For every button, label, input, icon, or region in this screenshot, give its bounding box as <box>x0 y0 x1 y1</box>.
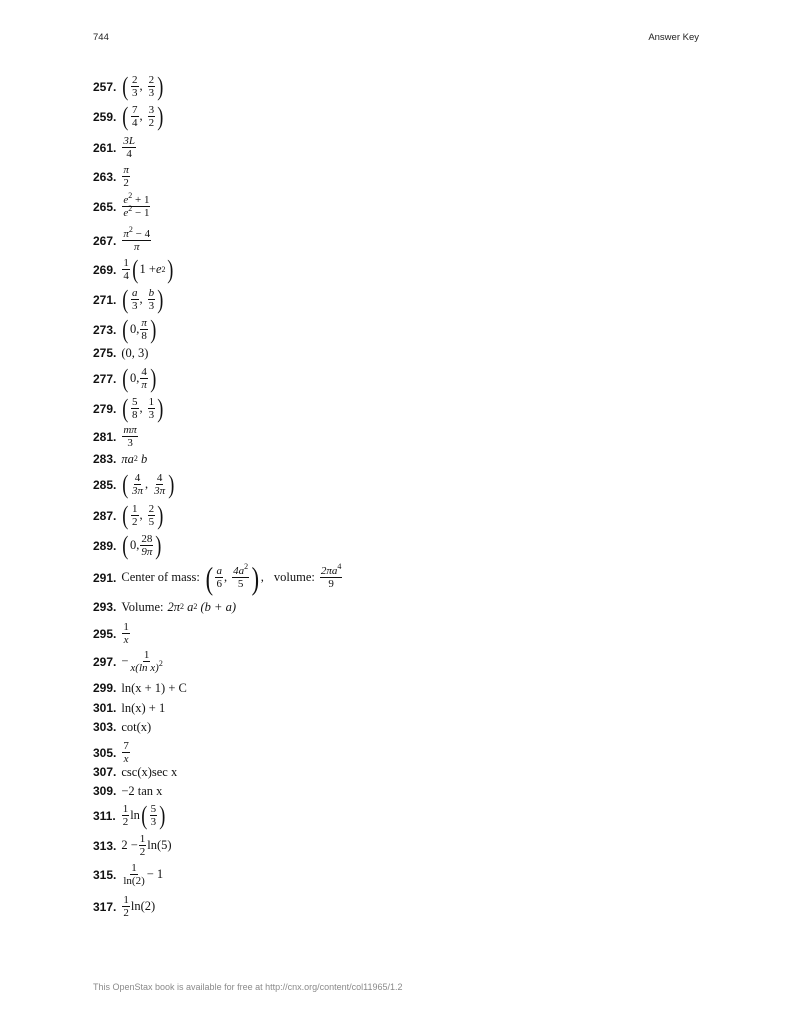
fraction: $\pi^2 - 4$ π <box>123 225 151 253</box>
fraction: 1 2 <box>123 894 129 919</box>
left-paren: ( <box>122 101 129 131</box>
answer-number: 285. <box>93 477 117 492</box>
page-number: 744 <box>93 32 109 43</box>
left-paren: ( <box>122 530 129 560</box>
fraction: 7 x <box>123 740 129 765</box>
answer-number: 257. <box>93 79 117 94</box>
answer-289: 289. ( 0, 28 9π ) <box>93 530 162 560</box>
fraction: 4 3π <box>154 472 166 497</box>
answer-number: 293. <box>93 600 117 615</box>
answer-number: 279. <box>93 401 117 416</box>
right-paren: ) <box>159 800 166 830</box>
answer-271: 271. ( a 3 , b 3 ) <box>93 284 164 314</box>
left-paren: ( <box>141 800 148 830</box>
right-paren: ) <box>150 314 157 344</box>
answer-305 <box>93 740 131 765</box>
fraction: 4 π <box>141 366 147 391</box>
answer-297: 297. − $\frac{1}{x(\ln x)^2}$ <box>93 649 163 674</box>
answer-number: 303. <box>93 720 117 735</box>
left-paren: ( <box>122 284 129 314</box>
answer-259: 259. ( 7 4 , 3 2 ) <box>93 101 164 131</box>
left-paren: ( <box>122 469 129 499</box>
answer-number: 295. <box>93 626 117 641</box>
right-paren: ) <box>157 500 164 530</box>
answer-257: 257. ( 2 3 , 2 3 ) <box>93 71 164 101</box>
right-paren: ) <box>166 254 173 284</box>
answer-number: 281. <box>93 429 117 444</box>
answer-number: 311. <box>93 808 116 823</box>
fraction: 2 3 <box>132 74 138 99</box>
fraction: 1 4 <box>123 257 129 282</box>
answer-number: 307. <box>93 765 117 780</box>
answer-number: 317. <box>93 899 117 914</box>
answer-number: 259. <box>93 109 117 124</box>
answer-287: 287. ( 1 2 , 2 5 ) <box>93 500 164 530</box>
answer-number: 283. <box>93 452 117 467</box>
fraction: $\frac{1}{2}$ <box>139 833 146 858</box>
answer-number: 275. <box>93 346 117 361</box>
answer-number: 265. <box>93 199 117 214</box>
fraction: 1 2 <box>132 503 138 528</box>
answer-285: 285. ( 4 3π , 4 3π ) <box>93 469 175 499</box>
fraction: $e^2 + 1$ $e^2 - 1$ <box>123 191 150 219</box>
answer-number: 277. <box>93 371 117 386</box>
answer-number: 313. <box>93 838 117 853</box>
answer-309: 309. −2 tan x <box>93 784 163 799</box>
left-paren: ( <box>122 71 129 101</box>
fraction: π 2 <box>123 164 129 189</box>
answer-number: 301. <box>93 701 117 716</box>
fraction: 3 2 <box>148 104 155 129</box>
answer-311: 311. 1 2 ln ( 5 3 ) <box>93 800 166 830</box>
left-paren: ( <box>122 363 129 393</box>
answer-number: 273. <box>93 322 117 337</box>
answer-265 <box>93 191 151 219</box>
answer-number: 289. <box>93 538 117 553</box>
answer-number: 291. <box>93 570 117 585</box>
answer-number: 261. <box>93 140 117 155</box>
left-paren: ( <box>122 314 129 344</box>
fraction: $2\pi a^4$ 9 <box>320 562 342 590</box>
answer-317: 317. 1 2 ln(2) <box>93 894 156 919</box>
answer-307: 307. csc(x)sec x <box>93 765 178 780</box>
left-paren: ( <box>122 393 129 423</box>
answer-number: 287. <box>93 508 117 523</box>
answer-315: 315. 1 ln(2) − 1 <box>93 862 164 887</box>
right-paren: ) <box>150 363 157 393</box>
answer-291: 291. Center of mass: ( a 6 , $4a^2$ 5 ) , volume: $2\pi a^4$ 9 <box>93 559 342 596</box>
answer-277: 277. ( 0, 4 π ) <box>93 363 157 393</box>
answer-number: 263. <box>93 169 117 184</box>
answer-273: 273. ( 0, π 8 ) <box>93 314 157 344</box>
answer-293: 293. Volume: 2π 2 a 2 (b + a) <box>93 600 237 615</box>
right-paren: ) <box>155 530 162 560</box>
answer-number: 315. <box>93 867 117 882</box>
right-paren: ) <box>168 469 175 499</box>
right-paren: ) <box>157 71 164 101</box>
answer-301: 301. ln(x) + 1 <box>93 701 166 716</box>
fraction: b 3 <box>148 287 155 312</box>
fraction: 3L 4 <box>123 135 135 160</box>
answer-263 <box>93 164 131 189</box>
answer-313: 313. 2 − $\frac{1}{2}$ ln(5) <box>93 833 172 858</box>
answer-number: 269. <box>93 262 117 277</box>
fraction: 1 2 <box>122 803 129 828</box>
right-paren: ) <box>157 284 164 314</box>
fraction: 1 x <box>123 621 129 646</box>
fraction: 2 5 <box>148 503 155 528</box>
fraction: 1 3 <box>148 396 155 421</box>
answer-299: 299. ln(x + 1) + C <box>93 681 187 696</box>
fraction: $4a^2$ 5 <box>233 562 249 590</box>
right-paren: ) <box>157 393 164 423</box>
fraction: 1 ln(2) <box>123 862 145 887</box>
answer-number: 299. <box>93 681 117 696</box>
right-paren: ) <box>157 101 164 131</box>
answer-261 <box>93 135 137 160</box>
fraction: 5 3 <box>150 803 157 828</box>
answer-number: 271. <box>93 292 117 307</box>
answer-281 <box>93 424 139 449</box>
fraction: 2 3 <box>148 74 155 99</box>
fraction: a 6 <box>216 565 222 590</box>
answer-number: 297. <box>93 654 117 669</box>
fraction: a 3 <box>132 287 138 312</box>
answer-279: 279. ( 5 8 , 1 3 ) <box>93 393 164 423</box>
fraction: π 8 <box>141 317 147 342</box>
answer-number: 267. <box>93 233 117 248</box>
answer-303: 303. cot(x) <box>93 720 152 735</box>
left-paren: ( <box>132 254 139 284</box>
fraction: $\frac{1}{x(\ln x)^2}$ <box>130 649 163 674</box>
fraction: 5 8 <box>132 396 138 421</box>
fraction: 28 9π <box>141 533 153 558</box>
footer-note: This OpenStax book is available for free at http://cnx.org/content/col11965/1.2 <box>93 982 403 992</box>
answer-275: 275. (0, 3) <box>93 346 149 361</box>
fraction: 4 3π <box>132 472 144 497</box>
right-paren: ) <box>251 559 260 596</box>
answer-267 <box>93 225 152 253</box>
left-paren: ( <box>205 559 213 596</box>
answer-number: 309. <box>93 784 117 799</box>
left-paren: ( <box>122 500 129 530</box>
fraction: 7 4 <box>132 104 138 129</box>
fraction: mπ 3 <box>123 424 137 449</box>
answer-number: 305. <box>93 745 117 760</box>
answer-283: 283. πa 2 b <box>93 452 148 467</box>
answer-269: 269. 1 4 ( 1 + e 2 ) <box>93 254 173 284</box>
answer-295 <box>93 621 131 646</box>
section-title: Answer Key <box>648 32 699 43</box>
